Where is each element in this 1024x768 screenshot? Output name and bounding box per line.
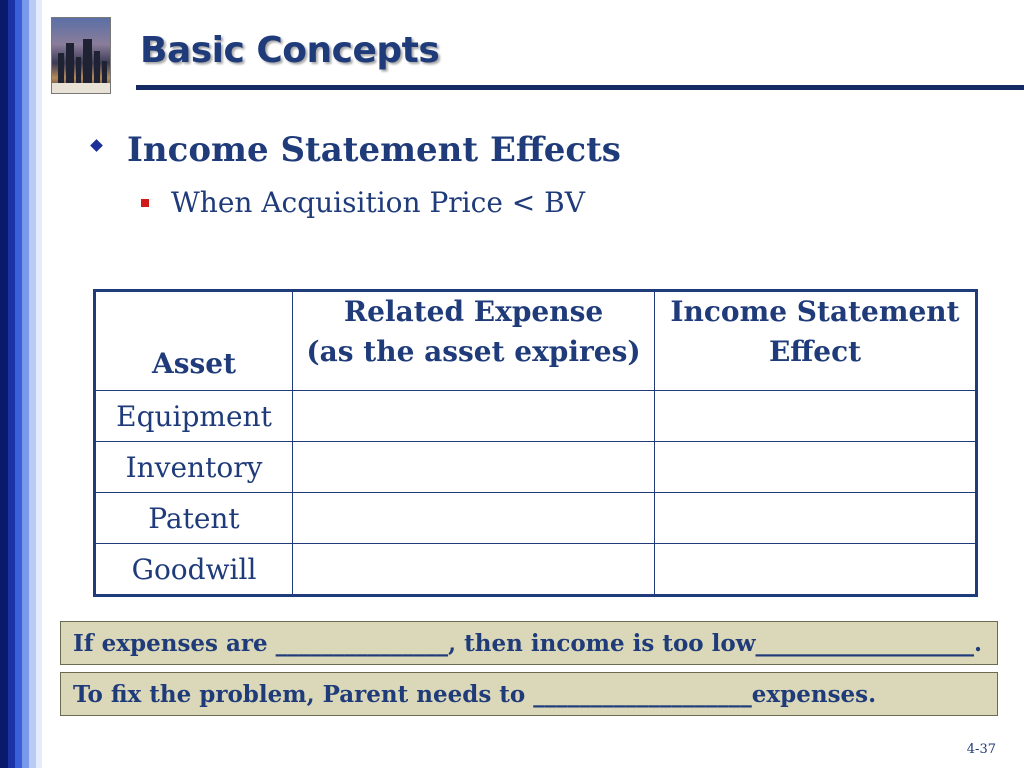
fill-in-note-fix: To fix the problem, Parent needs to ___________________expenses. <box>60 672 998 716</box>
related-expense-cell <box>293 544 655 596</box>
table-row <box>95 493 977 544</box>
header-asset: Asset <box>95 291 293 391</box>
slide-title: Basic Concepts <box>140 30 440 71</box>
table-row <box>95 442 977 493</box>
square-bullet-icon <box>141 199 149 207</box>
income-effect-cell <box>655 493 977 544</box>
fill-in-note-income: If expenses are _______________, then income is too low___________________. <box>60 621 998 665</box>
asset-expense-table <box>93 289 978 597</box>
left-decorative-stripes <box>0 0 42 768</box>
income-effect-cell <box>655 442 977 493</box>
related-expense-cell <box>293 442 655 493</box>
diamond-bullet-icon <box>90 139 103 152</box>
asset-cell: Goodwill <box>95 544 293 596</box>
bullet-level-1 <box>92 130 621 170</box>
bullet-level-2-text: When Acquisition Price < BV <box>171 186 585 219</box>
income-effect-cell <box>655 544 977 596</box>
asset-cell: Equipment <box>95 391 293 442</box>
bullet-level-1-text: Income Statement Effects <box>127 130 621 170</box>
bullet-level-2 <box>141 186 585 219</box>
related-expense-cell <box>293 391 655 442</box>
header-related-expense: Related Expense (as the asset expires) <box>293 291 655 391</box>
income-effect-cell <box>655 391 977 442</box>
related-expense-cell <box>293 493 655 544</box>
book-cover-image <box>51 17 111 94</box>
asset-cell: Inventory <box>95 442 293 493</box>
header-income-statement-effect: Income Statement Effect <box>655 291 977 391</box>
table-row <box>95 391 977 442</box>
table-header-row <box>95 291 977 391</box>
asset-cell: Patent <box>95 493 293 544</box>
title-divider <box>136 85 1024 90</box>
table-row <box>95 544 977 596</box>
page-number: 4-37 <box>966 742 996 757</box>
